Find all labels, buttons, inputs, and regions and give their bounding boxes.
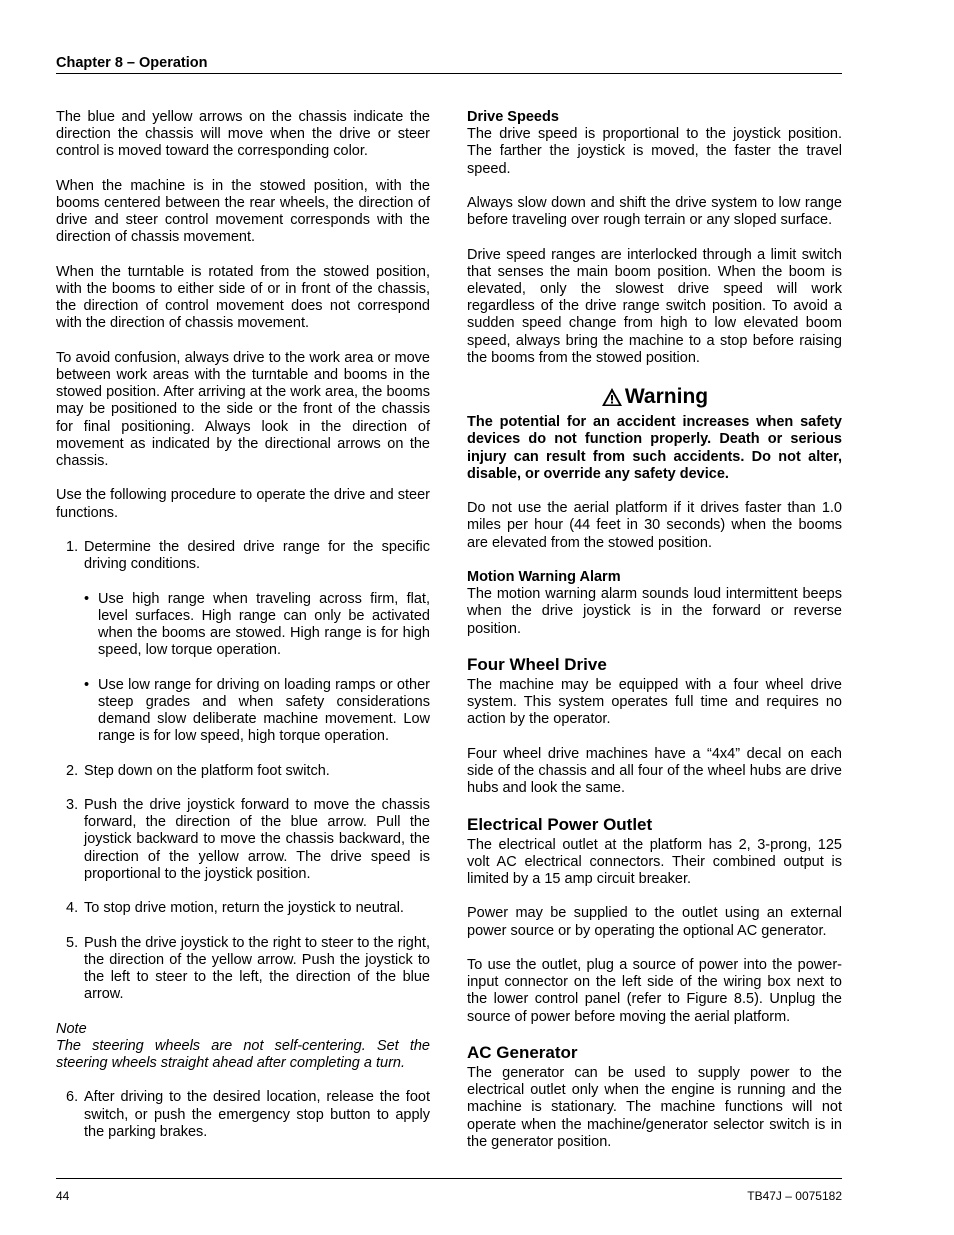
step-number: 1. — [66, 539, 79, 555]
note-label: Note — [56, 1020, 87, 1037]
step-text: To stop drive motion, return the joystick to neutral. — [84, 900, 404, 917]
left-column — [56, 109, 430, 1158]
electrical-outlet-title: Electrical Power Outlet — [467, 814, 653, 834]
paragraph: Drive speed ranges are interlocked through a limit switch that senses the main boom position. When the boom is elevated, only the slowest drive speed will work regardless of the drive range switch position. To avoid a sudden speed change from high to low elevated boom speed, always bring the machine to a stop before raising the booms from the stowed position. — [467, 246, 842, 366]
step-text: After driving to the desired location, release the foot switch, or push the emergency stop button to apply the parking brakes. — [84, 1089, 430, 1140]
step-number: 6. — [66, 1089, 79, 1106]
paragraph: Power may be supplied to the outlet using an external power source or by operating the optional AC generator. — [467, 905, 842, 939]
four-wheel-drive-title: Four Wheel Drive — [467, 655, 607, 674]
step-5 — [56, 935, 430, 1004]
warning-title: Warning — [624, 385, 709, 409]
paragraph: To avoid confusion, always drive to the work area or move between work areas with the turntable and booms in the stowed position. After arriving at the work area, the booms may be positioned to the side or the front of the chassis for final positioning. Always look in the direction of movement as indicated by the directional arrows on the chassis. — [56, 349, 430, 470]
drive-speeds-heading: Drive Speeds — [467, 109, 559, 125]
bullet-icon: • — [84, 590, 90, 607]
step-number: 3. — [66, 796, 79, 813]
bullet-item — [56, 677, 430, 746]
paragraph: When the turntable is rotated from the stowed position, with the booms to either side of or in front of the chassis, the direction of control movement does not correspond with the direction of chassis movement. — [56, 263, 430, 332]
step-text: Determine the desired drive range for the specific driving conditions. — [84, 539, 430, 573]
chapter-header: Chapter 8 – Operation — [56, 55, 842, 74]
step-1 — [56, 539, 430, 573]
paragraph: The motion warning alarm sounds loud intermittent beeps when the drive joystick is in the forward or reverse position. — [467, 586, 842, 637]
step-number: 4. — [66, 900, 79, 917]
footer-divider — [56, 1178, 842, 1179]
ac-generator-title: AC Generator — [467, 1042, 578, 1062]
motion-alarm-heading: Motion Warning Alarm — [467, 569, 621, 585]
step-number: 5. — [66, 934, 79, 951]
warning-body: The potential for an accident increases when safety devices do not function properly. Death or serious injury can result from such accidents. Do not alter, disable, or override any safety device. — [467, 414, 842, 482]
step-text: Push the drive joystick forward to move the chassis forward, the direction of the blue arrow. Pull the joystick backward to move the chassis backward, the direction of the yellow arrow. The drive speed is proportional to the joystick position. — [84, 796, 430, 882]
bullet-icon: • — [84, 676, 90, 693]
paragraph: Do not use the aerial platform if it drives faster than 1.0 miles per hour (44 feet in 30 seconds) when the booms are elevated from the stowed position. — [467, 500, 842, 551]
warning-triangle-icon — [601, 387, 623, 407]
bullet-text: Use high range when traveling across firm, flat, level surfaces. High range can only be activated when the booms are stowed. High range is for high speed, low torque operation. — [98, 590, 430, 659]
bullet-item — [56, 591, 430, 660]
right-column — [467, 109, 842, 1168]
document-id: TB47J – 0075182 — [747, 1189, 842, 1203]
bullet-text: Use low range for driving on loading ramps or other steep grades and when safety considerations demand slow deliberate machine movement. Low range is for low speed, high torque operation. — [98, 676, 430, 745]
warning-heading — [467, 384, 842, 410]
step-number: 2. — [66, 762, 79, 779]
step-text: Step down on the platform foot switch. — [84, 762, 330, 779]
step-text: Push the drive joystick to the right to steer to the right, the direction of the yellow arrow. Push the joystick to the left to steer to the left, the direction of the blue arrow. — [84, 934, 430, 1003]
step-6 — [56, 1089, 430, 1141]
paragraph: To use the outlet, plug a source of power into the power-input connector on the left side of the wiring box next to the lower control panel (refer to Figure 8.5). Unplug the source of power before moving the aerial platform. — [467, 956, 842, 1025]
step-4 — [56, 900, 430, 917]
note-text: The steering wheels are not self-centering. Set the steering wheels straight ahead after completing a turn. — [56, 1037, 430, 1071]
step-3 — [56, 797, 430, 883]
paragraph: The machine may be equipped with a four wheel drive system. This system operates full time and requires no action by the operator. — [467, 677, 842, 728]
paragraph: Four wheel drive machines have a “4x4” decal on each side of the chassis and all four of the wheel hubs are drive hubs and look the same. — [467, 745, 842, 797]
paragraph: The electrical outlet at the platform has 2, 3-prong, 125 volt AC electrical connectors. Their combined output is limited by a 15 amp circuit breaker. — [467, 836, 842, 887]
paragraph: The generator can be used to supply power to the electrical outlet only when the engine is running and the machine is stationary. The machine functions will not operate when the machine/generator selector switch is in the generator position. — [467, 1064, 842, 1150]
paragraph: Always slow down and shift the drive system to low range before traveling over rough terrain or any sloped surface. — [467, 195, 842, 229]
paragraph: When the machine is in the stowed position, with the booms centered between the rear wheels, the direction of drive and steer control movement corresponds with the direction of chassis movement. — [56, 177, 430, 246]
page-number: 44 — [56, 1189, 70, 1203]
paragraph: The blue and yellow arrows on the chassis indicate the direction the chassis will move when the drive or steer control is moved toward the corresponding color. — [56, 109, 430, 160]
step-2 — [56, 763, 430, 780]
paragraph: The drive speed is proportional to the joystick position. The farther the joystick is moved, the faster the travel speed. — [467, 126, 842, 177]
paragraph: Use the following procedure to operate the drive and steer functions. — [56, 487, 430, 521]
